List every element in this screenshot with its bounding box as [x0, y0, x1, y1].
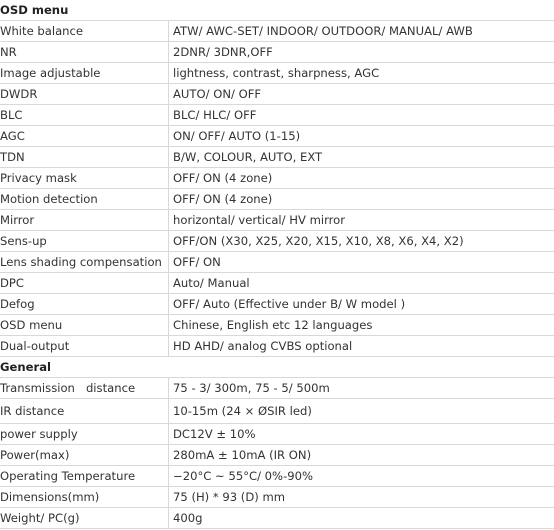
spec-row-agc — [0, 126, 554, 147]
spec-label: OSD menu — [0, 318, 63, 332]
column-divider — [168, 63, 169, 83]
section-header-general — [0, 357, 554, 378]
column-divider — [168, 508, 169, 528]
spec-label: DPC — [0, 276, 25, 290]
column-divider — [168, 399, 169, 423]
spec-row-dimensions — [0, 487, 554, 508]
spec-row-osd-menu — [0, 315, 554, 336]
spec-row-white-balance — [0, 21, 554, 42]
spec-row-motion-detection — [0, 189, 554, 210]
spec-value: 10-15m (24 × ØSIR led) — [173, 404, 312, 418]
column-divider — [168, 210, 169, 230]
spec-value: AUTO/ ON/ OFF — [173, 87, 262, 101]
section-header-osd-menu — [0, 0, 554, 21]
column-divider — [168, 424, 169, 444]
column-divider — [168, 273, 169, 293]
spec-row-image-adjustable — [0, 63, 554, 84]
spec-label: Dual-output — [0, 339, 70, 353]
spec-label: Image adjustable — [0, 66, 101, 80]
spec-row-dpc — [0, 273, 554, 294]
column-divider — [168, 189, 169, 209]
spec-value: OFF/ON (X30, X25, X20, X15, X10, X8, X6, X4, X2) — [173, 234, 464, 248]
spec-label: Defog — [0, 297, 35, 311]
spec-row-ir-distance — [0, 399, 554, 424]
spec-value: 75 (H) * 93 (D) mm — [173, 490, 286, 504]
section-title: OSD menu — [0, 3, 69, 17]
spec-row-defog — [0, 294, 554, 315]
column-divider — [168, 231, 169, 251]
spec-label: Dimensions(mm) — [0, 490, 100, 504]
spec-label: power supply — [0, 427, 78, 441]
column-divider — [168, 84, 169, 104]
spec-value: −20°C ~ 55°C/ 0%-90% — [173, 469, 314, 483]
spec-label: BLC — [0, 108, 23, 122]
spec-row-lens-shading — [0, 252, 554, 273]
spec-label: Transmission distance — [0, 381, 136, 395]
spec-label: Mirror — [0, 213, 35, 227]
spec-label: Lens shading compensation — [0, 255, 162, 269]
spec-label: AGC — [0, 129, 25, 143]
spec-row-power-max — [0, 445, 554, 466]
spec-row-power-supply — [0, 424, 554, 445]
spec-value: BLC/ HLC/ OFF — [173, 108, 257, 122]
spec-value: OFF/ ON (4 zone) — [173, 192, 273, 206]
spec-label: Weight/ PC(g) — [0, 511, 80, 525]
column-divider — [168, 147, 169, 167]
spec-value: Chinese, English etc 12 languages — [173, 318, 373, 332]
spec-row-transmission-distance — [0, 378, 554, 399]
spec-row-dual-output — [0, 336, 554, 357]
column-divider — [168, 168, 169, 188]
spec-value: 75 - 3/ 300m, 75 - 5/ 500m — [173, 381, 330, 395]
spec-row-tdn — [0, 147, 554, 168]
column-divider — [168, 105, 169, 125]
section-title: General — [0, 360, 52, 374]
spec-value: OFF/ ON (4 zone) — [173, 171, 273, 185]
spec-row-nr — [0, 42, 554, 63]
spec-label: IR distance — [0, 404, 65, 418]
spec-value: OFF/ Auto (Effective under B/ W model ) — [173, 297, 406, 311]
spec-label: TDN — [0, 150, 25, 164]
spec-row-operating-temperature — [0, 466, 554, 487]
spec-row-dwdr — [0, 84, 554, 105]
spec-value: OFF/ ON — [173, 255, 221, 269]
spec-label: Privacy mask — [0, 171, 77, 185]
spec-value: ATW/ AWC-SET/ INDOOR/ OUTDOOR/ MANUAL/ AWB — [173, 24, 473, 38]
spec-label: Operating Temperature — [0, 469, 136, 483]
column-divider — [168, 252, 169, 272]
spec-row-privacy-mask — [0, 168, 554, 189]
spec-label: Power(max) — [0, 448, 70, 462]
column-divider — [168, 126, 169, 146]
column-divider — [168, 42, 169, 62]
spec-label: NR — [0, 45, 17, 59]
spec-value: 280mA ± 10mA (IR ON) — [173, 448, 312, 462]
column-divider — [168, 445, 169, 465]
spec-row-weight — [0, 508, 554, 529]
spec-value: 400g — [173, 511, 203, 525]
spec-label: DWDR — [0, 87, 38, 101]
spec-label: Motion detection — [0, 192, 98, 206]
column-divider — [168, 294, 169, 314]
column-divider — [168, 336, 169, 356]
spec-row-blc — [0, 105, 554, 126]
column-divider — [168, 487, 169, 507]
column-divider — [168, 378, 169, 398]
spec-value: 2DNR/ 3DNR,OFF — [173, 45, 273, 59]
spec-value: B/W, COLOUR, AUTO, EXT — [173, 150, 323, 164]
spec-value: Auto/ Manual — [173, 276, 250, 290]
spec-value: ON/ OFF/ AUTO (1-15) — [173, 129, 301, 143]
column-divider — [168, 315, 169, 335]
spec-label: White balance — [0, 24, 84, 38]
spec-value: horizontal/ vertical/ HV mirror — [173, 213, 346, 227]
spec-value: DC12V ± 10% — [173, 427, 256, 441]
spec-label: Sens-up — [0, 234, 47, 248]
spec-row-mirror — [0, 210, 554, 231]
spec-value: lightness, contrast, sharpness, AGC — [173, 66, 380, 80]
column-divider — [168, 466, 169, 486]
spec-row-sens-up — [0, 231, 554, 252]
spec-value: HD AHD/ analog CVBS optional — [173, 339, 353, 353]
column-divider — [168, 21, 169, 41]
